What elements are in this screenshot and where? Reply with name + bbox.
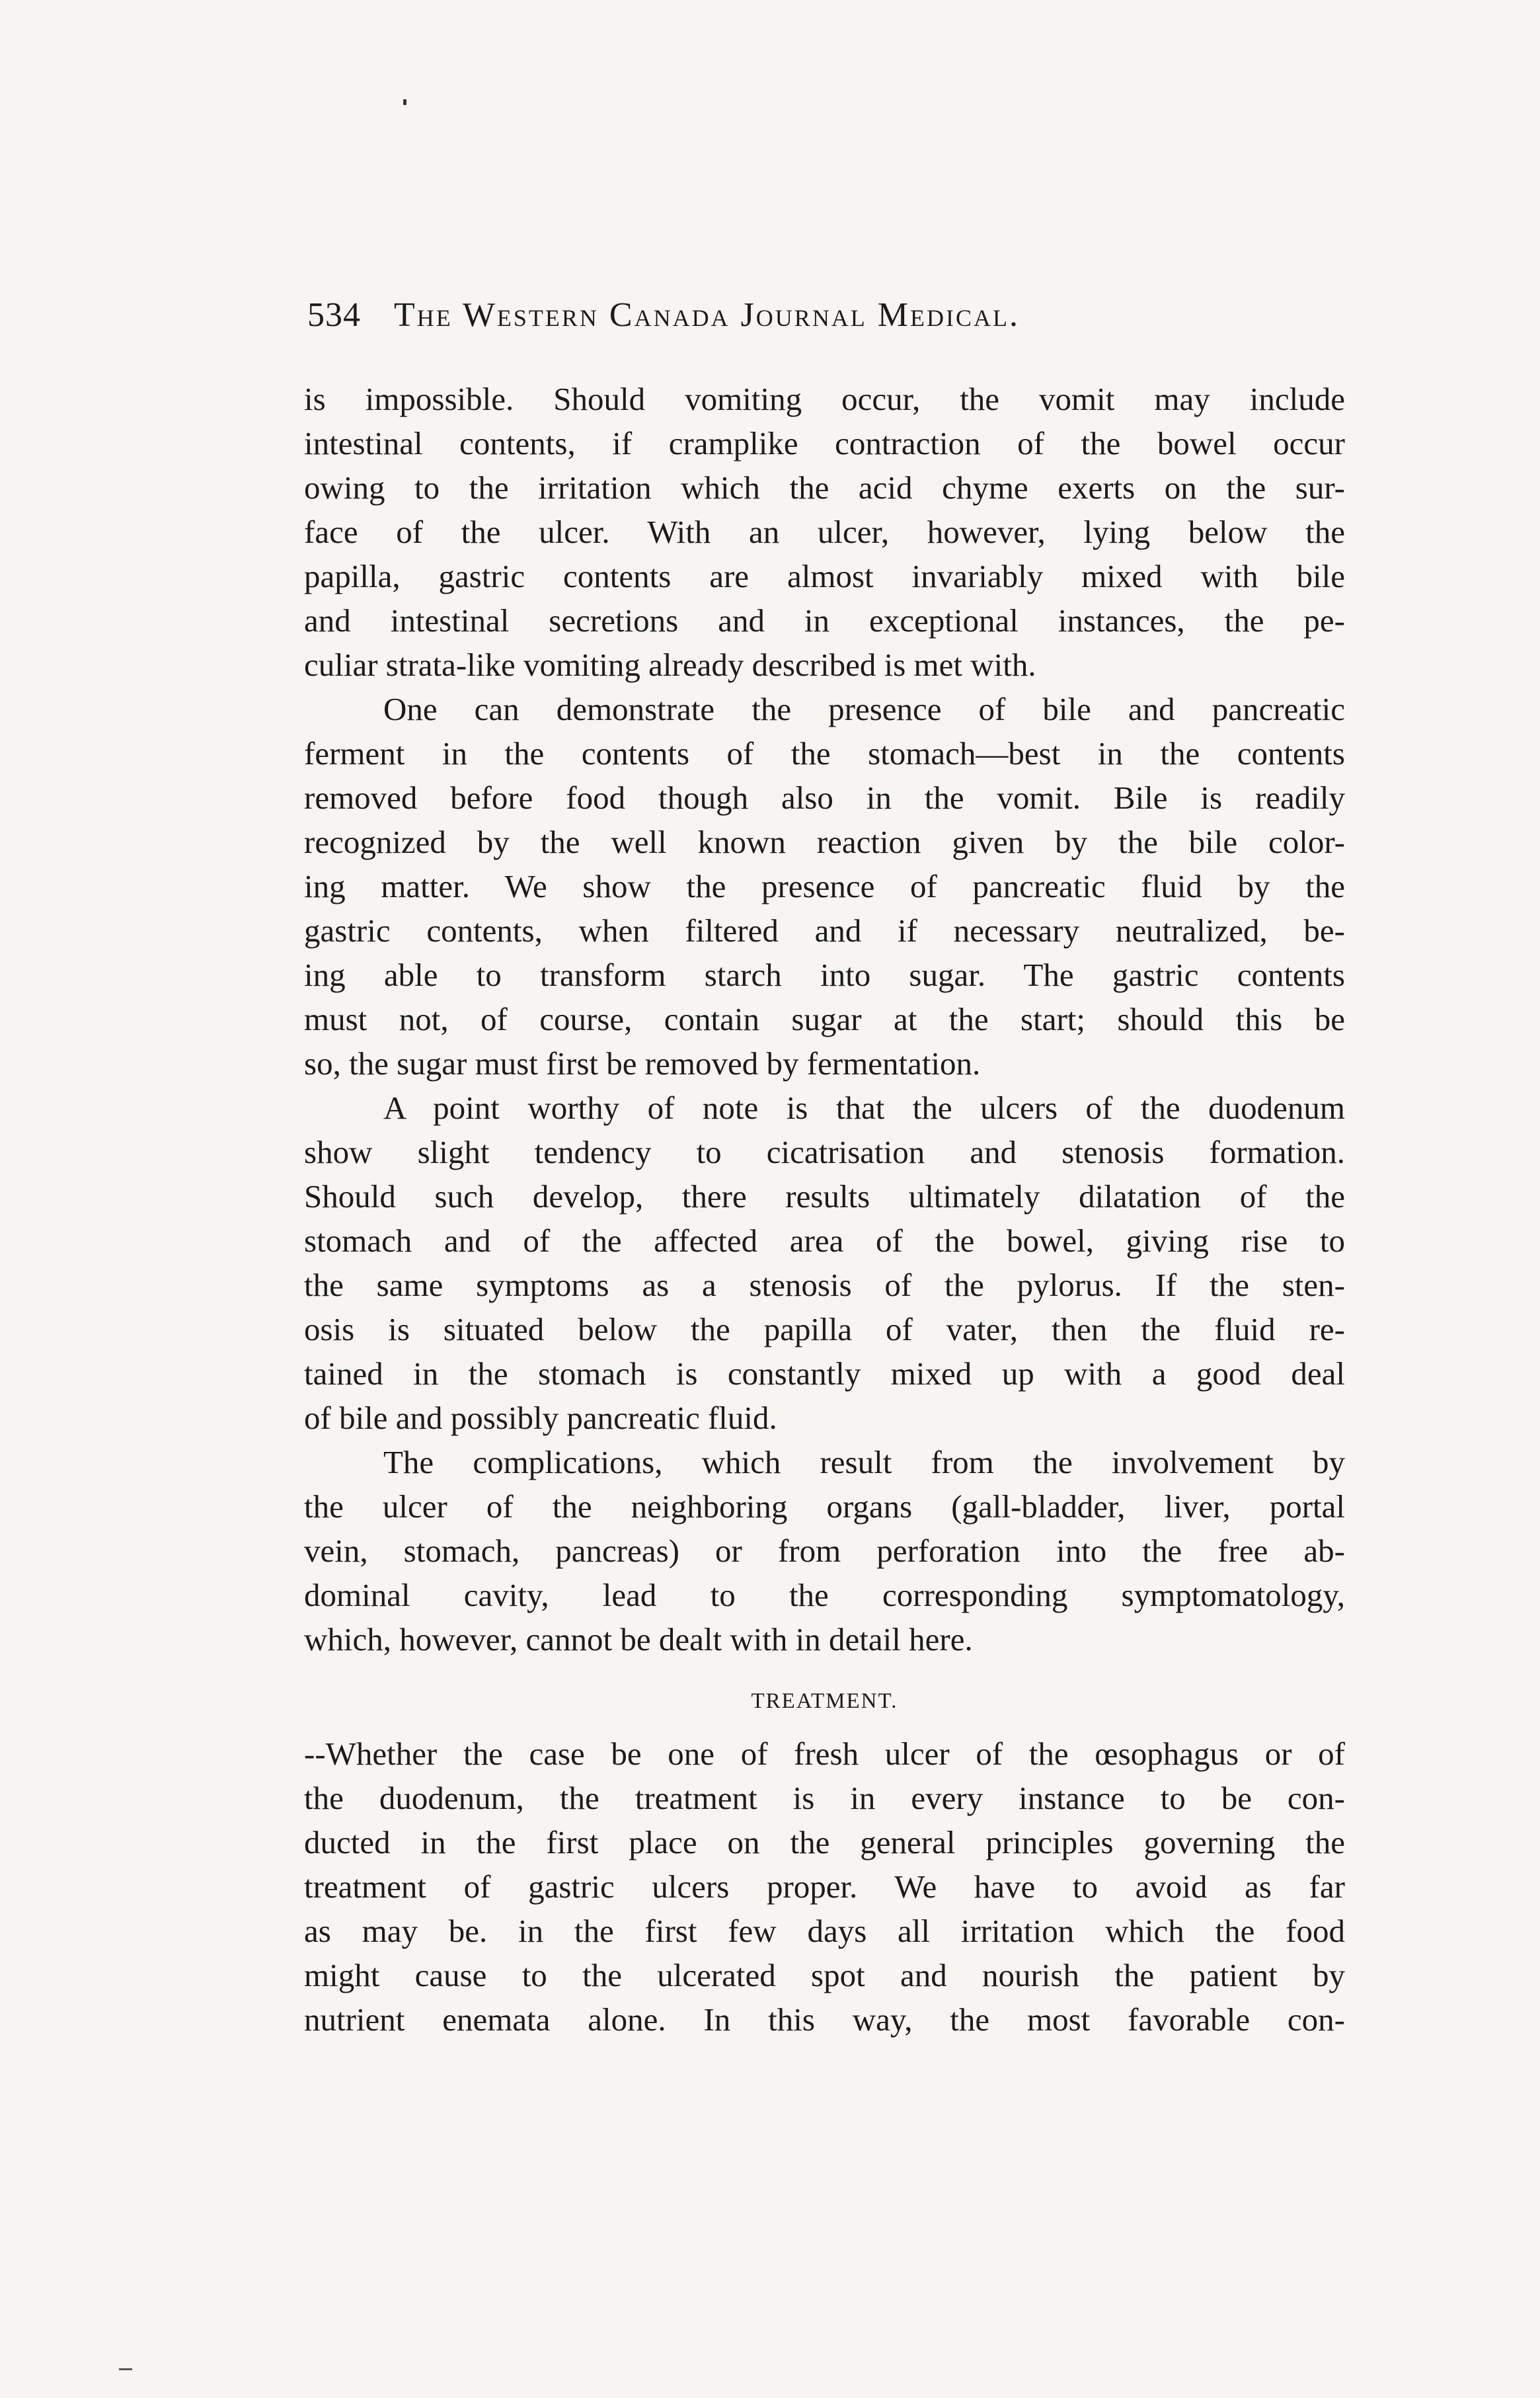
text-line: face of the ulcer. With an ulcer, however, lying below the [304, 514, 1345, 550]
text-line: intestinal contents, if cramplike contraction of the bowel occur [304, 425, 1345, 461]
text-line: recognized by the well known reaction given by the bile color- [304, 824, 1345, 860]
text-line: owing to the irritation which the acid chyme exerts on the sur- [304, 469, 1345, 506]
section-heading: TREATMENT. [751, 1689, 898, 1713]
text-line: so, the sugar must first be removed by fermentation. [304, 1045, 981, 1082]
text-line: removed before food though also in the vomit. Bile is readily [304, 779, 1345, 816]
text-line: nutrient enemata alone. In this way, the most favorable con- [304, 2001, 1345, 2038]
text-line: ing able to transform starch into sugar. The gastric contents [304, 957, 1345, 993]
text-line: ferment in the contents of the stomach—best in the contents [304, 735, 1345, 772]
text-line: of bile and possibly pancreatic fluid. [304, 1400, 777, 1436]
text-line: culiar strata-like vomiting already described is met with. [304, 647, 1036, 683]
text-line: papilla, gastric contents are almost invariably mixed with bile [304, 558, 1345, 594]
text-line: show slight tendency to cicatrisation and stenosis formation. [304, 1134, 1345, 1170]
text-line: ing matter. We show the presence of pancreatic fluid by the [304, 868, 1345, 904]
text-line: Should such develop, there results ultimately dilatation of the [304, 1178, 1345, 1215]
text-line: A point worthy of note is that the ulcers of the duodenum [383, 1090, 1345, 1126]
ink-speck [403, 99, 406, 105]
text-line: is impossible. Should vomiting occur, the vomit may include [304, 381, 1345, 417]
text-line: might cause to the ulcerated spot and nourish the patient by [304, 1957, 1345, 1993]
text-line: vein, stomach, pancreas) or from perforation into the free ab- [304, 1533, 1345, 1569]
text-line: and intestinal secretions and in exceptional instances, the pe- [304, 602, 1345, 639]
text-line: dominal cavity, lead to the corresponding symptomatology, [304, 1577, 1345, 1613]
journal-title: The Western Canada Journal Medical. [394, 296, 1020, 334]
text-line: ducted in the first place on the general principles governing the [304, 1824, 1345, 1860]
text-line: osis is situated below the papilla of vater, then the fluid re- [304, 1311, 1345, 1347]
article-body [304, 377, 1345, 2042]
text-line: One can demonstrate the presence of bile and pancreatic [383, 691, 1345, 727]
text-line: stomach and of the affected area of the bowel, giving rise to [304, 1222, 1345, 1259]
text-line: The complications, which result from the involvement by [383, 1444, 1345, 1480]
text-line: the duodenum, the treatment is in every instance to be con- [304, 1780, 1345, 1816]
text-line: which, however, cannot be dealt with in detail here. [304, 1621, 973, 1658]
text-line: the same symptoms as a stenosis of the pylorus. If the sten- [304, 1267, 1345, 1303]
page-number: 534 [307, 296, 361, 334]
text-line: must not, of course, contain sugar at the start; should this be [304, 1001, 1345, 1037]
text-line: tained in the stomach is constantly mixed up with a good deal [304, 1355, 1345, 1392]
text-line: gastric contents, when filtered and if necessary neutralized, be- [304, 912, 1345, 949]
text-line: the ulcer of the neighboring organs (gall-bladder, liver, portal [304, 1488, 1345, 1525]
text-line: treatment of gastric ulcers proper. We have to avoid as far [304, 1868, 1345, 1905]
text-line: as may be. in the first few days all irritation which the food [304, 1913, 1345, 1949]
running-header [307, 289, 1246, 342]
text-line: --Whether the case be one of fresh ulcer of the œsophagus or of [304, 1736, 1345, 1772]
ink-mark [119, 2368, 132, 2370]
